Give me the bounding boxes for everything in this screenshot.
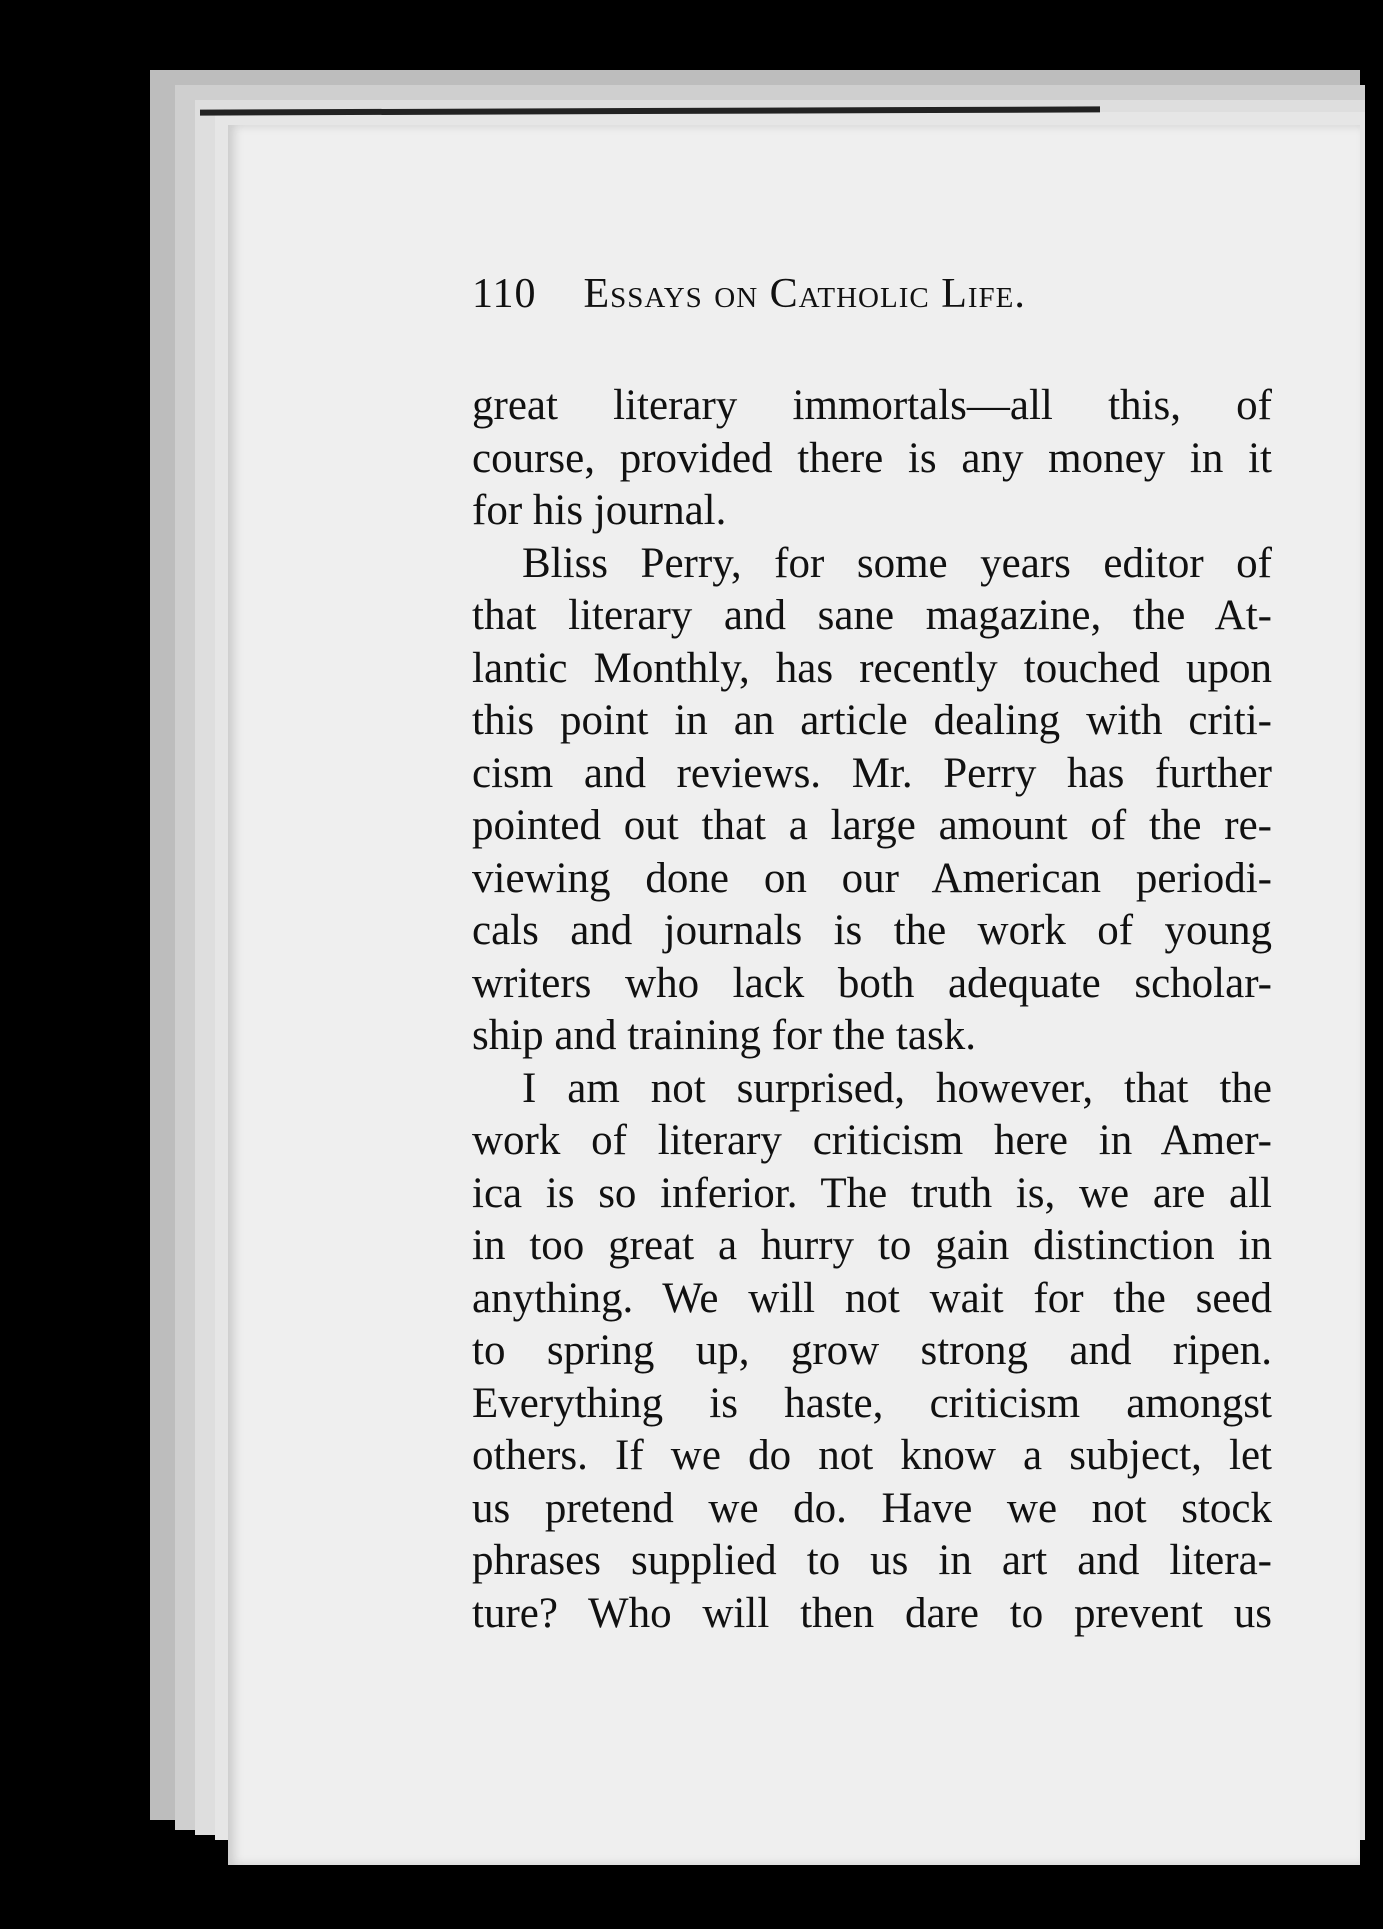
running-title: Essays on Catholic Life. [583,271,1026,317]
text-line: work of literary criticism here in Amer- [472,1117,1272,1164]
text-line: Everything is haste, criticism amongst [472,1379,1272,1427]
text-line: great literary immortals—all this, of [472,382,1272,429]
text-line: Bliss Perry, for some years editor of [522,539,1272,587]
text-line: lantic Monthly, has recently touched upon [472,644,1272,692]
body-text [472,380,1272,1640]
text-line: course, provided there is any money in it [472,434,1272,482]
page-number: 110 [472,271,537,317]
text-line: to spring up, grow strong and ripen. [472,1327,1272,1374]
text-line: phrases supplied to us in art and litera- [472,1537,1272,1584]
text-line: anything. We will not wait for the seed [472,1274,1272,1322]
text-line: for his journal. [472,487,727,534]
running-header [472,270,1172,330]
text-line: I am not surprised, however, that the [522,1064,1272,1112]
text-line: that literary and sane magazine, the At- [472,592,1272,639]
text-line: ture? Who will then dare to prevent us [472,1589,1272,1637]
text-line: this point in an article dealing with criti- [472,697,1272,744]
text-line: us pretend we do. Have we not stock [472,1484,1272,1532]
text-line: ship and training for the task. [472,1012,976,1059]
text-line: writers who lack both adequate scholar- [472,959,1272,1007]
text-line: pointed out that a large amount of the re- [472,802,1272,849]
text-line: ica is so inferior. The truth is, we are all [472,1169,1272,1217]
text-line: cism and reviews. Mr. Perry has further [472,749,1272,797]
text-line: others. If we do not know a subject, let [472,1432,1272,1479]
text-line: cals and journals is the work of young [472,907,1272,954]
text-line: in too great a hurry to gain distinction in [472,1222,1272,1269]
text-line: viewing done on our American periodi- [472,854,1272,902]
